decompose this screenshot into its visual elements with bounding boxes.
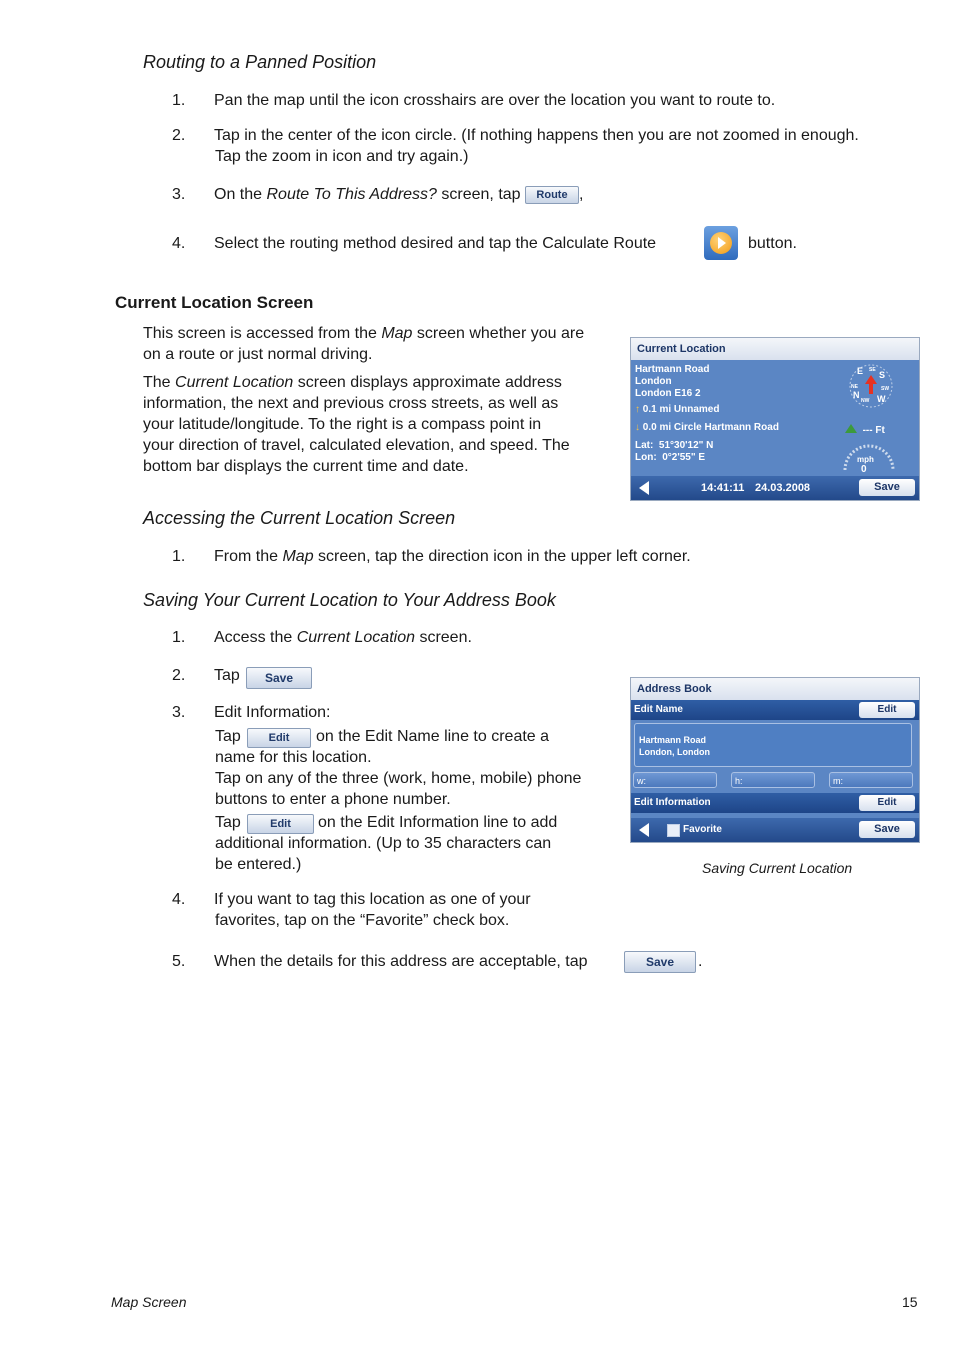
screen-title: Address Book <box>631 678 919 700</box>
compass-e: E <box>857 366 864 376</box>
home-phone-field[interactable]: h: <box>731 772 815 788</box>
elevation: --- Ft <box>845 424 885 437</box>
name-field[interactable]: Hartmann Road London, London <box>634 723 912 767</box>
current-date: 24.03.2008 <box>755 482 811 494</box>
step-number: 1. <box>172 92 186 109</box>
favorite-checkbox[interactable] <box>667 824 680 837</box>
step-text: Tap in the center of the icon circle. (If nothing happens then you are not zoomed in enough. <box>214 127 859 144</box>
section-heading-accessing: Accessing the Current Location Screen <box>143 508 456 528</box>
step-text: Pan the map until the icon crosshairs are over the location you want to route to. <box>214 92 776 109</box>
screen-title: Current Location <box>631 338 919 360</box>
edit-button-image: Edit <box>247 728 311 748</box>
next-street: ↑ 0.1 mi Unnamed <box>635 404 720 415</box>
footer-section-title: Map Screen <box>111 1294 187 1310</box>
section-heading-current-location: Current Location Screen <box>115 293 314 312</box>
current-time: 14:41:11 <box>701 482 745 494</box>
longitude: Lon: 0°2'55" E <box>635 452 706 463</box>
calculate-route-icon <box>704 226 738 260</box>
section-heading-saving: Saving Your Current Location to Your Address Book <box>143 590 556 610</box>
step-text: Tap the zoom in icon and try again.) <box>215 148 469 165</box>
edit-name-button[interactable]: Edit <box>859 702 915 718</box>
favorite-label: Favorite <box>683 824 722 835</box>
arrow-down-icon: ↓ <box>635 422 640 433</box>
compass-se: SE <box>869 367 876 373</box>
step-number: 5. <box>172 953 186 970</box>
mobile-phone-field[interactable]: m: <box>829 772 913 788</box>
step-number: 4. <box>172 235 186 252</box>
work-phone-field[interactable]: w: <box>633 772 717 788</box>
bottom-bar <box>631 476 919 500</box>
compass-ne: NE <box>851 384 858 390</box>
speed-value: 0 <box>861 464 867 475</box>
speed-unit: mph <box>857 455 874 464</box>
step-number: 1. <box>172 629 186 646</box>
compass-w: W <box>877 394 886 404</box>
current-location-screenshot <box>630 337 920 501</box>
compass-sw: SW <box>881 386 890 392</box>
step-text: On the Route To This Address? screen, tap Route , <box>214 186 584 203</box>
compass-nw: NW <box>861 398 870 404</box>
section-heading-routing: Routing to a Panned Position <box>143 52 377 72</box>
paragraph: The Current Location screen displays approximate address information, the next and previous cross streets, as well as your latitude/longitude. To the right is a compass point in your direction of travel, calculated elevation, and speed. The bottom bar displays the current time and date. <box>143 374 570 475</box>
step-number: 4. <box>172 891 186 908</box>
step-number: 2. <box>172 127 186 144</box>
edit-information-row: Edit Information Edit <box>631 793 919 813</box>
step-number: 1. <box>172 548 186 565</box>
paragraph: This screen is accessed from the Map screen whether you are on a route or just normal driving. <box>143 325 585 363</box>
edit-button-image: Edit <box>247 814 314 834</box>
compass-n: N <box>853 390 860 400</box>
edit-information-button[interactable]: Edit <box>859 795 915 811</box>
step-number: 3. <box>172 704 186 721</box>
address-block: Hartmann Road London London E16 2 <box>635 364 710 399</box>
save-button-image: Save <box>246 667 312 689</box>
step-text: Edit Information: <box>214 704 331 721</box>
step-text: button. <box>748 235 797 252</box>
step-text: Access the Current Location screen. <box>214 629 472 646</box>
address-book-screenshot <box>630 677 920 843</box>
arrow-up-icon: ↑ <box>635 404 640 415</box>
back-arrow-icon[interactable] <box>639 481 649 495</box>
save-button[interactable]: Save <box>859 821 915 838</box>
latitude: Lat: 51°30'12" N <box>635 440 714 451</box>
step-number: 3. <box>172 186 186 203</box>
compass-icon <box>841 362 901 410</box>
page-number: 15 <box>902 1294 918 1310</box>
save-button[interactable]: Save <box>859 479 915 496</box>
step-text: Tap <box>214 667 240 684</box>
step-text: If you want to tag this location as one of your <box>214 891 531 908</box>
step-text: When the details for this address are acceptable, tap <box>214 953 588 970</box>
heading-arrow-icon <box>865 375 877 394</box>
compass-s: S <box>879 370 886 380</box>
bottom-bar <box>631 818 919 842</box>
prev-street: ↓ 0.0 mi Circle Hartmann Road <box>635 422 779 433</box>
figure-caption: Saving Current Location <box>702 860 853 876</box>
back-arrow-icon[interactable] <box>639 823 649 837</box>
step-number: 2. <box>172 667 186 684</box>
save-button-image: Save <box>624 951 696 973</box>
mountain-icon <box>845 424 857 433</box>
step-text: From the Map screen, tap the direction icon in the upper left corner. <box>214 548 691 565</box>
route-button-image: Route <box>525 186 579 204</box>
step-text: Select the routing method desired and tap the Calculate Route <box>214 235 657 252</box>
edit-name-row: Edit Name Edit <box>631 700 919 720</box>
